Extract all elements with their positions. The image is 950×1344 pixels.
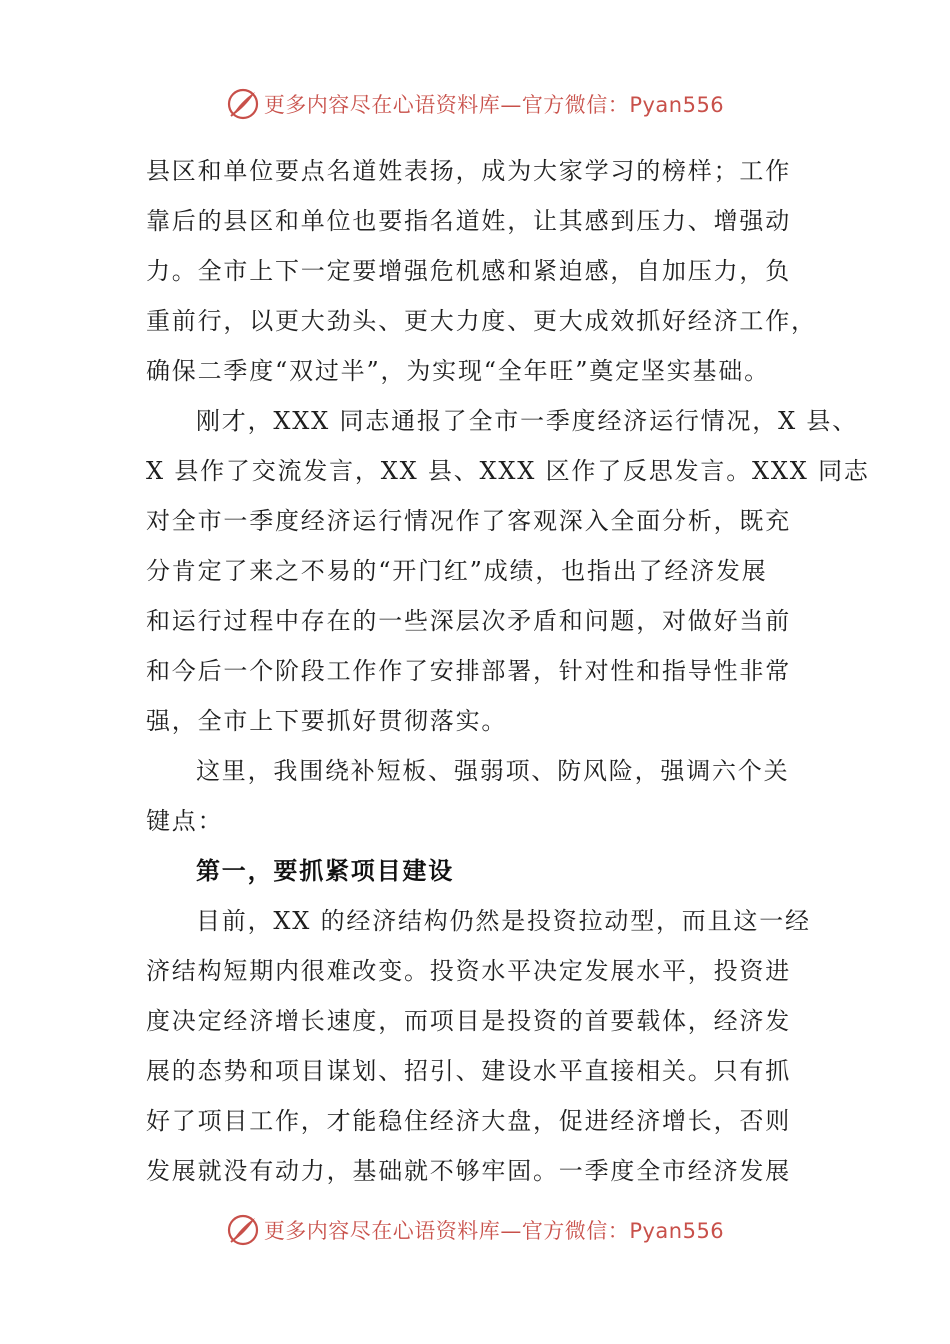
paragraph-start-line: 这里，我围绕补短板、强弱项、防风险，强调六个关 — [196, 757, 790, 785]
text-line: 发展就没有动力，基础就不够牢固。一季度全市经济发展 — [146, 1157, 791, 1185]
text-line: X 县作了交流发言，XX 县、XXX 区作了反思发言。XXX 同志 — [146, 457, 870, 485]
text-line: 好了项目工作，才能稳住经济大盘，促进经济增长，否则 — [146, 1107, 791, 1135]
quill-logo-icon — [226, 87, 260, 121]
text-line: 度决定经济增长速度，而项目是投资的首要载体，经济发 — [146, 1007, 791, 1035]
text-line: 力。全市上下一定要增强危机感和紧迫感，自加压力，负 — [146, 257, 791, 285]
banner-text — [264, 1215, 724, 1245]
text-line: 济结构短期内很难改变。投资水平决定发展水平，投资进 — [146, 957, 791, 985]
section-heading: 第一，要抓紧项目建设 — [196, 856, 454, 885]
text-line: 重前行，以更大劲头、更大力度、更大成效抓好经济工作， — [146, 307, 817, 335]
header-banner — [0, 84, 950, 124]
text-line: 县区和单位要点名道姓表扬，成为大家学习的榜样；工作 — [146, 157, 791, 185]
text-line: 对全市一季度经济运行情况作了客观深入全面分析，既充 — [146, 507, 791, 535]
banner-wechat-label: 官方微信： — [521, 93, 630, 117]
paragraph-start-line: 刚才，XXX 同志通报了全市一季度经济运行情况，X 县、 — [196, 407, 858, 435]
quill-logo-icon — [226, 1213, 260, 1247]
text-line: 强，全市上下要抓好贯彻落实。 — [146, 707, 508, 735]
banner-text — [264, 89, 724, 119]
footer-banner — [0, 1210, 950, 1250]
text-line: 展的态势和项目谋划、招引、建设水平直接相关。只有抓 — [146, 1057, 791, 1085]
text-line: 分肯定了来之不易的“开门红”成绩，也指出了经济发展 — [146, 557, 768, 585]
text-line: 键点： — [146, 807, 224, 835]
banner-brand: 更多内容尽在心语资料库 — [263, 1219, 501, 1243]
banner-wechat-label: 官方微信： — [521, 1219, 630, 1243]
text-line: 和运行过程中存在的一些深层次矛盾和问题，对做好当前 — [146, 607, 791, 635]
text-line: 和今后一个阶段工作作了安排部署，针对性和指导性非常 — [146, 657, 791, 685]
banner-dash: — — [500, 1219, 522, 1243]
banner-wechat-id: Pyan556 — [629, 1219, 725, 1243]
paragraph-start-line: 目前，XX 的经济结构仍然是投资拉动型，而且这一经 — [196, 907, 811, 935]
banner-brand: 更多内容尽在心语资料库 — [263, 93, 501, 117]
banner-dash: — — [500, 93, 522, 117]
document-body — [146, 146, 870, 1196]
text-line: 靠后的县区和单位也要指名道姓，让其感到压力、增强动 — [146, 207, 791, 235]
text-line: 确保二季度“双过半”，为实现“全年旺”奠定坚实基础。 — [146, 357, 770, 385]
banner-wechat-id: Pyan556 — [629, 93, 725, 117]
